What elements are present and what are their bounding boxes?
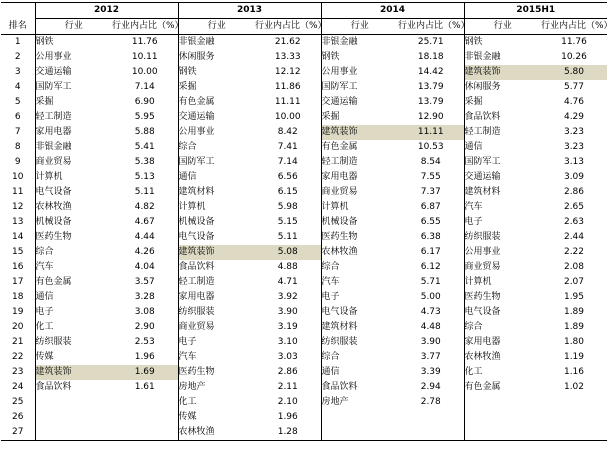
table-row (1, 35, 607, 51)
table-row (1, 155, 607, 170)
industry-cell: 家用电器 (35, 127, 72, 137)
industry-cell: 钢铁 (321, 52, 340, 62)
share-value-cell: 13.79 (398, 95, 464, 110)
industry-cell: 房地产 (321, 397, 349, 407)
industry-cell: 电气设备 (464, 307, 501, 317)
ranking-table-body (1, 35, 607, 441)
industry-ranking-table-container (0, 2, 613, 461)
share-value-cell: 4.26 (112, 245, 178, 260)
industry-cell: 国防军工 (321, 82, 358, 92)
share-value-cell: 25.71 (398, 35, 464, 51)
industry-cell: 综合 (178, 142, 197, 152)
share-value-cell: 4.88 (255, 260, 321, 275)
rank-cell: 16 (1, 260, 35, 275)
share-value-cell: 1.19 (563, 352, 585, 362)
table-row (1, 305, 607, 320)
table-row (1, 290, 607, 305)
share-value-cell: 5.41 (112, 140, 178, 155)
share-value-cell: 11.11 (398, 125, 464, 140)
share-value-cell: 4.48 (398, 320, 464, 335)
share-header: 行业内占比（%） (112, 19, 178, 35)
industry-cell: 农林牧渔 (178, 425, 255, 441)
share-value-cell: 3.10 (255, 335, 321, 350)
industry-cell: 计算机 (464, 277, 492, 287)
share-value-cell: 3.23 (563, 127, 585, 137)
share-value-cell: 6.87 (398, 200, 464, 215)
share-value-cell: 2.86 (255, 365, 321, 380)
table-row (1, 215, 607, 230)
industry-cell: 通信 (464, 142, 483, 152)
table-row (1, 200, 607, 215)
industry-cell: 轻工制造 (321, 157, 358, 167)
industry-cell: 钢铁 (178, 67, 197, 77)
share-value-cell: 1.16 (563, 367, 585, 377)
share-value-cell: 3.03 (255, 350, 321, 365)
share-value-cell: 7.55 (398, 170, 464, 185)
industry-cell: 国防军工 (464, 157, 501, 167)
share-value-cell: 5.38 (112, 155, 178, 170)
share-value-cell: 3.23 (563, 142, 585, 152)
industry-cell: 建筑装饰 (321, 125, 398, 140)
industry-cell: 非银金融 (178, 37, 215, 47)
year-header-2012: 2012 (35, 3, 178, 19)
rank-header: 排名 (1, 19, 35, 35)
industry-cell: 机械设备 (178, 217, 215, 227)
share-value-cell (112, 395, 178, 410)
share-value-cell: 7.14 (255, 155, 321, 170)
rank-cell: 5 (1, 95, 35, 110)
rank-cell: 21 (1, 335, 35, 350)
industry-cell: 电子 (35, 307, 54, 317)
share-value-cell (541, 425, 607, 441)
share-value-cell: 3.90 (255, 305, 321, 320)
share-value-cell: 3.92 (255, 290, 321, 305)
share-value-cell: 4.82 (112, 200, 178, 215)
industry-cell: 计算机 (178, 202, 206, 212)
table-row (1, 110, 607, 125)
share-value-cell: 11.76 (112, 35, 178, 51)
share-value-cell: 7.41 (255, 140, 321, 155)
share-value-cell: 2.63 (563, 217, 585, 227)
share-value-cell: 10.11 (112, 50, 178, 65)
industry-cell: 建筑材料 (464, 187, 501, 197)
table-row (1, 275, 607, 290)
industry-cell: 公用事业 (321, 67, 358, 77)
table-row (1, 245, 607, 260)
share-value-cell: 2.78 (398, 395, 464, 410)
table-row (1, 65, 607, 80)
industry-cell (35, 425, 112, 441)
share-value-cell: 8.42 (255, 125, 321, 140)
share-value-cell: 5.80 (541, 65, 607, 80)
share-value-cell: 11.11 (255, 95, 321, 110)
industry-header: 行业 (35, 19, 112, 35)
table-row (1, 425, 607, 441)
industry-cell: 钢铁 (35, 37, 54, 47)
industry-cell: 食品饮料 (178, 262, 215, 272)
share-value-cell: 12.90 (398, 110, 464, 125)
rank-cell: 19 (1, 305, 35, 320)
share-value-cell (541, 410, 607, 425)
rank-cell: 3 (1, 65, 35, 80)
share-value-cell: 5.13 (112, 170, 178, 185)
share-value-cell: 21.62 (255, 35, 321, 51)
share-value-cell: 4.29 (563, 112, 585, 122)
industry-cell: 纺织服装 (178, 307, 215, 317)
share-value-cell: 4.67 (112, 215, 178, 230)
industry-cell: 医药生物 (321, 232, 358, 242)
share-value-cell: 5.11 (255, 230, 321, 245)
industry-cell: 纺织服装 (321, 337, 358, 347)
industry-cell: 有色金属 (178, 97, 215, 107)
industry-cell: 农林牧渔 (321, 247, 358, 257)
industry-cell: 电子 (464, 217, 483, 227)
share-value-cell (112, 425, 178, 441)
industry-cell (464, 425, 541, 441)
share-value-cell: 1.80 (563, 337, 585, 347)
rank-cell: 15 (1, 245, 35, 260)
share-value-cell: 2.08 (563, 262, 585, 272)
share-value-cell: 4.71 (255, 275, 321, 290)
industry-cell: 商业贸易 (35, 157, 72, 167)
industry-cell: 有色金属 (35, 277, 72, 287)
share-value-cell (398, 410, 464, 425)
industry-cell: 汽车 (35, 262, 54, 272)
share-value-cell: 12.12 (255, 65, 321, 80)
industry-cell (35, 395, 112, 410)
share-value-cell: 5.00 (398, 290, 464, 305)
share-value-cell: 1.96 (112, 350, 178, 365)
table-row (1, 95, 607, 110)
industry-cell: 采掘 (464, 97, 483, 107)
industry-cell: 电子 (178, 337, 197, 347)
industry-cell: 农林牧渔 (464, 352, 501, 362)
share-value-cell: 6.12 (398, 260, 464, 275)
table-row (1, 50, 607, 65)
industry-cell: 通信 (35, 292, 54, 302)
rank-cell: 6 (1, 110, 35, 125)
industry-cell: 通信 (178, 172, 197, 182)
share-value-cell: 6.56 (255, 170, 321, 185)
rank-cell: 9 (1, 155, 35, 170)
industry-cell: 综合 (321, 352, 340, 362)
share-value-cell: 3.39 (398, 365, 464, 380)
share-header: 行业内占比（%） (398, 19, 464, 35)
industry-cell: 化工 (35, 322, 54, 332)
rank-cell: 20 (1, 320, 35, 335)
industry-cell: 采掘 (35, 97, 54, 107)
share-value-cell: 1.89 (563, 322, 585, 332)
industry-cell: 建筑装饰 (35, 365, 112, 380)
share-value-cell: 2.07 (563, 277, 585, 287)
industry-cell: 电气设备 (35, 187, 72, 197)
industry-cell: 化工 (464, 367, 483, 377)
rank-cell: 22 (1, 350, 35, 365)
table-row (1, 230, 607, 245)
share-value-cell: 10.53 (398, 140, 464, 155)
table-row (1, 260, 607, 275)
industry-header: 行业 (178, 19, 255, 35)
industry-header: 行业 (464, 19, 541, 35)
industry-cell (321, 425, 398, 441)
industry-cell: 通信 (321, 367, 340, 377)
rank-cell: 12 (1, 200, 35, 215)
industry-cell: 交通运输 (35, 67, 72, 77)
industry-cell: 医药生物 (178, 367, 215, 377)
column-header-row (1, 19, 607, 35)
share-value-cell: 3.28 (112, 290, 178, 305)
industry-cell: 传媒 (178, 412, 197, 422)
industry-cell: 公用事业 (178, 127, 215, 137)
industry-cell: 家用电器 (321, 172, 358, 182)
rank-cell: 27 (1, 425, 35, 441)
share-value-cell: 18.18 (398, 50, 464, 65)
share-value-cell: 13.33 (255, 50, 321, 65)
industry-cell: 休闲服务 (464, 82, 501, 92)
share-value-cell: 2.11 (255, 380, 321, 395)
industry-cell: 采掘 (178, 82, 197, 92)
rank-cell: 2 (1, 50, 35, 65)
table-row (1, 395, 607, 410)
industry-cell: 计算机 (321, 202, 349, 212)
table-row (1, 350, 607, 365)
share-value-cell: 1.96 (255, 410, 321, 425)
share-value-cell: 6.15 (255, 185, 321, 200)
share-value-cell: 1.28 (255, 425, 321, 441)
industry-cell (464, 395, 541, 410)
share-value-cell: 3.19 (255, 320, 321, 335)
industry-cell: 非银金融 (321, 37, 358, 47)
share-value-cell: 3.09 (563, 172, 585, 182)
industry-cell: 公用事业 (35, 52, 72, 62)
share-value-cell: 5.08 (255, 245, 321, 260)
industry-cell: 食品饮料 (35, 382, 72, 392)
share-value-cell: 5.71 (398, 275, 464, 290)
rank-cell: 23 (1, 365, 35, 380)
share-value-cell: 6.55 (398, 215, 464, 230)
rank-cell: 4 (1, 80, 35, 95)
share-value-cell: 5.98 (255, 200, 321, 215)
share-header: 行业内占比（%） (255, 19, 321, 35)
rank-cell: 1 (1, 35, 35, 51)
industry-cell: 轻工制造 (35, 112, 72, 122)
industry-cell: 综合 (35, 247, 54, 257)
industry-cell: 食品饮料 (321, 382, 358, 392)
share-value-cell: 5.88 (112, 125, 178, 140)
industry-cell: 电气设备 (321, 307, 358, 317)
share-value-cell: 4.76 (563, 97, 585, 107)
table-row (1, 365, 607, 380)
share-value-cell: 2.22 (563, 247, 585, 257)
industry-cell: 医药生物 (464, 292, 501, 302)
industry-cell: 建筑材料 (321, 322, 358, 332)
share-value-cell: 3.90 (398, 335, 464, 350)
share-value-cell (541, 395, 607, 410)
share-value-cell: 1.89 (563, 307, 585, 317)
year-header-2015h1: 2015H1 (464, 3, 607, 19)
table-row (1, 320, 607, 335)
industry-cell: 有色金属 (321, 142, 358, 152)
rank-cell: 18 (1, 290, 35, 305)
table-row (1, 125, 607, 140)
industry-cell: 交通运输 (464, 172, 501, 182)
industry-cell: 商业贸易 (464, 262, 501, 272)
table-row (1, 80, 607, 95)
industry-cell: 汽车 (321, 277, 340, 287)
share-value-cell: 4.73 (398, 305, 464, 320)
industry-cell: 商业贸易 (178, 322, 215, 332)
industry-cell: 建筑材料 (178, 187, 215, 197)
share-value-cell: 1.69 (112, 365, 178, 380)
industry-cell: 采掘 (321, 112, 340, 122)
industry-cell: 电气设备 (178, 232, 215, 242)
share-value-cell: 14.42 (398, 65, 464, 80)
industry-cell: 机械设备 (35, 217, 72, 227)
rank-cell: 25 (1, 395, 35, 410)
industry-cell: 机械设备 (321, 217, 358, 227)
industry-cell: 建筑装饰 (464, 65, 541, 80)
industry-ranking-table (1, 2, 613, 441)
share-value-cell: 13.79 (398, 80, 464, 95)
share-value-cell: 3.08 (112, 305, 178, 320)
industry-cell: 纺织服装 (35, 337, 72, 347)
table-row (1, 410, 607, 425)
industry-cell: 农林牧渔 (35, 202, 72, 212)
share-value-cell: 5.95 (112, 110, 178, 125)
industry-cell: 计算机 (35, 172, 63, 182)
industry-cell: 非银金融 (464, 52, 501, 62)
rank-cell: 26 (1, 410, 35, 425)
industry-cell: 家用电器 (464, 337, 501, 347)
share-value-cell: 6.90 (112, 95, 178, 110)
rank-cell: 7 (1, 125, 35, 140)
share-value-cell: 3.77 (398, 350, 464, 365)
industry-cell: 纺织服装 (464, 232, 501, 242)
year-header-row (1, 3, 607, 19)
industry-cell: 休闲服务 (178, 52, 215, 62)
share-value-cell: 10.00 (112, 65, 178, 80)
share-value-cell: 4.04 (112, 260, 178, 275)
share-value-cell: 3.13 (563, 157, 585, 167)
share-value-cell: 1.61 (112, 380, 178, 395)
rank-cell: 8 (1, 140, 35, 155)
table-row (1, 335, 607, 350)
industry-cell: 电子 (321, 292, 340, 302)
share-value-cell: 10.00 (255, 110, 321, 125)
industry-cell: 综合 (321, 262, 340, 272)
share-value-cell: 2.94 (398, 380, 464, 395)
industry-cell (35, 410, 112, 425)
industry-cell: 国防军工 (178, 157, 215, 167)
share-value-cell: 10.26 (561, 52, 587, 62)
year-header-2014: 2014 (321, 3, 464, 19)
industry-cell: 国防军工 (35, 82, 72, 92)
rank-cell: 11 (1, 185, 35, 200)
rank-cell: 24 (1, 380, 35, 395)
industry-cell: 非银金融 (35, 142, 72, 152)
industry-cell: 化工 (178, 397, 197, 407)
industry-cell: 交通运输 (178, 112, 215, 122)
industry-cell: 传媒 (35, 352, 54, 362)
share-value-cell: 4.44 (112, 230, 178, 245)
rank-header-blank (1, 3, 35, 19)
share-value-cell: 1.95 (563, 292, 585, 302)
share-value-cell: 8.54 (398, 155, 464, 170)
industry-cell: 轻工制造 (178, 277, 215, 287)
share-value-cell: 2.86 (563, 187, 585, 197)
table-row (1, 185, 607, 200)
share-value-cell: 2.53 (112, 335, 178, 350)
rank-cell: 13 (1, 215, 35, 230)
industry-cell: 有色金属 (464, 382, 501, 392)
table-row (1, 170, 607, 185)
industry-cell (464, 410, 541, 425)
share-value-cell: 5.15 (255, 215, 321, 230)
table-row (1, 140, 607, 155)
industry-cell: 公用事业 (464, 247, 501, 257)
share-value-cell: 1.02 (563, 382, 585, 392)
share-header: 行业内占比（%） (541, 19, 607, 35)
share-value-cell: 2.90 (112, 320, 178, 335)
share-value-cell: 11.86 (255, 80, 321, 95)
share-value-cell (112, 410, 178, 425)
industry-cell: 交通运输 (321, 97, 358, 107)
share-value-cell: 5.11 (112, 185, 178, 200)
rank-cell: 17 (1, 275, 35, 290)
industry-cell: 食品饮料 (464, 112, 501, 122)
share-value-cell: 7.37 (398, 185, 464, 200)
industry-cell: 房地产 (178, 382, 206, 392)
industry-cell: 建筑装饰 (178, 245, 255, 260)
industry-cell: 汽车 (178, 352, 197, 362)
share-value-cell: 6.38 (398, 230, 464, 245)
share-value-cell: 11.76 (561, 37, 587, 47)
industry-cell: 医药生物 (35, 232, 72, 242)
share-value-cell: 2.10 (255, 395, 321, 410)
share-value-cell: 3.57 (112, 275, 178, 290)
industry-cell: 综合 (464, 322, 483, 332)
industry-cell: 汽车 (464, 202, 483, 212)
share-value-cell: 2.44 (563, 232, 585, 242)
industry-cell: 商业贸易 (321, 187, 358, 197)
industry-cell: 钢铁 (464, 37, 483, 47)
share-value-cell: 6.17 (398, 245, 464, 260)
rank-cell: 14 (1, 230, 35, 245)
share-value-cell: 7.14 (112, 80, 178, 95)
rank-cell: 10 (1, 170, 35, 185)
table-row (1, 380, 607, 395)
share-value-cell: 5.77 (563, 82, 585, 92)
year-header-2013: 2013 (178, 3, 321, 19)
industry-header: 行业 (321, 19, 398, 35)
industry-cell: 轻工制造 (464, 127, 501, 137)
share-value-cell: 2.65 (563, 202, 585, 212)
share-value-cell (398, 425, 464, 441)
industry-cell (321, 410, 398, 425)
industry-cell: 家用电器 (178, 292, 215, 302)
